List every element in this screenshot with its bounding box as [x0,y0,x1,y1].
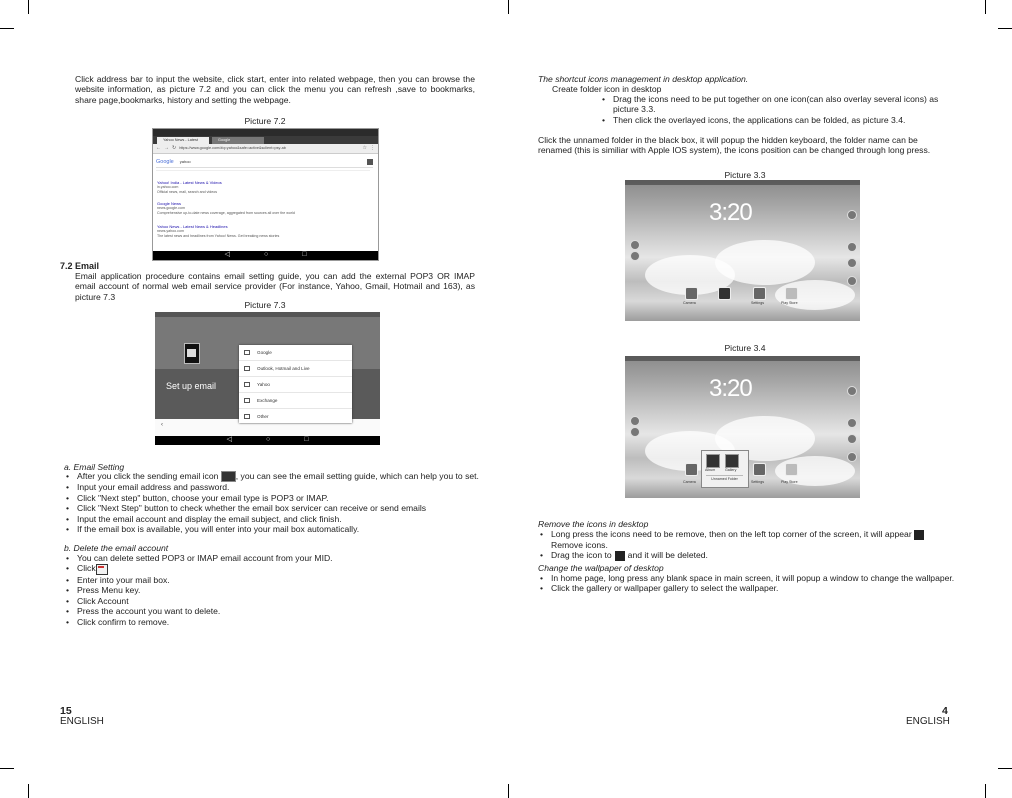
remove-x-icon [914,530,924,540]
email-setting-title: a. Email Setting [64,462,125,472]
crop-mark [985,784,986,798]
crop-mark [0,768,14,769]
back-icon[interactable]: ← [156,145,161,152]
crop-mark [998,28,1012,29]
provider-option[interactable]: Yahoo [239,377,352,393]
camera-icon[interactable] [685,287,698,300]
result-line: in.yahoo.com [157,185,179,190]
play-store-icon[interactable] [785,287,798,300]
system-nav-bar [155,436,380,445]
dock-label: Camera [683,480,696,484]
provider-menu [239,345,352,423]
result-2[interactable] [157,201,357,216]
home-nav-icon[interactable]: ○ [263,251,269,259]
right-page-number: 4 [942,705,948,717]
crop-mark [28,0,29,14]
remove-x-icon [615,551,625,561]
result-1[interactable] [157,180,357,195]
remove-icons-title: Remove the icons in desktop [538,519,649,529]
gallery-icon[interactable] [725,454,739,468]
list-item: • You can delete setted POP3 or IMAP email account from your MID. [64,553,484,563]
browser-screenshot [152,128,379,261]
result-3[interactable] [157,224,357,239]
list-item: • Input your email address and password. [64,482,484,492]
dock-label: Play Store [781,480,798,484]
system-nav-bar [153,251,378,260]
picture-3-3-caption: Picture 3.3 [724,170,766,180]
result-title[interactable]: Yahoo! India - Latest News & Videos [157,180,222,185]
list-item: • Drag the icons need to be put together on one icon(can also overlay several icons) as picture 3.3. [600,94,950,115]
create-folder-text: Create folder icon in desktop [552,84,662,94]
browser-tab-2[interactable]: Google [212,137,264,144]
picture-3-4-caption: Picture 3.4 [724,343,766,353]
result-line: Comprehensive up-to-date news coverage, aggregated from sources all over the world [157,211,295,216]
side-icon[interactable] [847,242,857,252]
email-setting-list [64,471,484,535]
wallpaper-list [538,573,958,594]
clock-time: 3:20 [709,375,752,402]
url-field[interactable]: https://www.google.com/#q=yahoo&safe=active&sclient=psy-ab [179,146,286,151]
browser-tab-1[interactable]: Yahoo News - Latest [157,137,209,144]
folder-app-label: Album [705,468,716,472]
setup-title: Set up email [166,381,217,391]
divider [156,170,370,171]
play-store-icon[interactable] [785,463,798,476]
crop-mark [508,0,509,14]
crop-mark [28,784,29,798]
result-line: news.yahoo.com [157,229,184,234]
folder-popup [701,450,749,488]
side-icon[interactable] [847,386,857,396]
recents-nav-icon[interactable]: □ [302,251,307,259]
list-item: • Input the email account and display the email subject, and click finish. [64,514,484,524]
list-item: • Click the gallery or wallpaper gallery to select the wallpaper. [538,583,958,593]
provider-option[interactable]: Other [239,409,352,424]
menu-icon[interactable]: ⋮ [370,145,375,152]
clock-time: 3:20 [709,199,752,226]
search-box[interactable] [156,157,373,168]
reload-icon[interactable]: ↻ [172,145,177,152]
result-line: news.google.com [157,206,185,211]
status-bar [153,129,378,136]
folder-note [538,135,953,156]
home-screen-3-3 [625,180,860,321]
list-item: • Click "Next step" button, choose your email type is POP3 or IMAP. [64,493,484,503]
email-intro [75,271,475,302]
result-title[interactable]: Yahoo News - Latest News & Headlines [157,224,228,229]
side-icon[interactable] [630,416,640,426]
left-page-intro [75,74,475,105]
recents-nav-icon[interactable]: □ [304,436,309,444]
crop-mark [998,768,1012,769]
delete-account-list [64,553,484,627]
folder-app-label: Gallery [725,468,737,472]
email-intro-text: Email application procedure contains email setting guide, you can add the external POP3 OR IMAP email account of normal web email service provider (For instance, Yahoo, Gmail, Hotmail and 163), as picture 7.3 [75,271,475,302]
right-page-language: ENGLISH [906,716,950,727]
settings-icon[interactable] [753,463,766,476]
back-nav-icon[interactable]: ◁ [226,436,232,444]
status-bar [625,180,860,185]
list-item: • Drag the icon to and it will be deleted. [538,550,958,561]
back-arrow-icon[interactable]: ‹ [161,422,163,428]
side-icon[interactable] [630,240,640,250]
envelope-icon [184,343,200,364]
forward-icon[interactable]: → [164,145,169,152]
album-icon[interactable] [706,454,720,468]
remove-icons-list [538,529,958,561]
list-item: • Click "Next Step" button to check whether the email box servicer can receive or send emails [64,503,484,513]
side-icon[interactable] [630,251,640,261]
folder-name[interactable]: Unnamed Folder [706,475,743,481]
provider-option[interactable]: Outlook, Hotmail and Live [239,361,352,377]
tab-strip [153,136,378,144]
result-line: Official news, mail, search and videos [157,190,218,195]
home-nav-icon[interactable]: ○ [265,436,271,444]
left-page-language: ENGLISH [60,716,104,727]
side-icon[interactable] [630,427,640,437]
intro-paragraph: Click address bar to input the website, click start, enter into related webpage, then you can browse the website information, as picture 7.2 and you can click the menu you can refresh ,save to bookmarks, share page,bookmarks, history and setting the webpage. [75,74,475,105]
dock-label: Play Store [781,301,798,305]
camera-icon[interactable] [685,463,698,476]
home-screen-3-4 [625,356,860,498]
crop-mark [0,28,14,29]
email-setup-screenshot [155,312,380,445]
dock-label: Settings [751,480,764,484]
list-item: • If the email box is available, you will enter into your mail box automatically. [64,524,484,534]
picture-7-3-caption: Picture 7.3 [244,300,286,310]
cloud [715,240,815,285]
shortcut-title: The shortcut icons management in desktop application. [538,74,749,84]
crop-mark [508,784,509,798]
dock-label: Camera [683,301,696,305]
email-heading: 7.2 Email [60,261,100,271]
list-item: • Press the account you want to delete. [64,606,484,616]
google-logo: Google [156,158,174,165]
picture-7-2-caption: Picture 7.2 [244,116,286,126]
result-title[interactable]: Google News [157,201,182,206]
list-item: • In home page, long press any blank space in main screen, it will popup a window to change the wallpaper. [538,573,958,583]
side-icon[interactable] [847,258,857,268]
bookmark-star-icon[interactable]: ☆ [362,145,367,152]
settings-icon[interactable] [753,287,766,300]
list-item: • Enter into your mail box. [64,575,484,585]
list-item: • After you click the sending email icon , you can see the email setting guide, which can help you to set. [64,471,484,482]
side-icon[interactable] [847,434,857,444]
delete-account-title: b. Delete the email account [64,543,169,553]
status-bar [625,356,860,361]
list-item: • Click Account [64,596,484,606]
provider-option[interactable]: Google [239,345,352,361]
address-bar [153,144,378,154]
folder-steps [600,94,950,125]
wallpaper-title: Change the wallpaper of desktop [538,563,664,573]
phone-icon[interactable] [847,276,857,286]
phone-icon[interactable] [847,452,857,462]
gallery-icon[interactable] [718,287,731,300]
list-item: • Press Menu key. [64,585,484,595]
list-item: • Click confirm to remove. [64,617,484,627]
list-item: • Long press the icons need to be remove, then on the left top corner of the screen, it will appear Remove icons. [538,529,958,550]
dock-label: Settings [751,301,764,305]
back-nav-icon[interactable]: ◁ [224,251,230,259]
folder-note-text: Click the unnamed folder in the black box, it will popup the hidden keyboard, the folder name can be renamed (this is similiar with Apple IOS system), the icons position can be changed through long press. [538,135,931,156]
side-icon[interactable] [847,210,857,220]
list-item: • Click [64,563,484,574]
side-icon[interactable] [847,418,857,428]
crop-mark [985,0,986,14]
search-query[interactable]: yahoo [179,158,191,164]
result-line: The latest news and headlines from Yahoo! News. Get breaking news stories [157,234,280,239]
provider-option[interactable]: Exchange [239,393,352,409]
search-icon[interactable] [367,159,373,165]
mail-app-icon [96,564,108,575]
email-icon [221,471,236,482]
list-item: • Then click the overlayed icons, the applications can be folded, as picture 3.4. [600,115,950,125]
left-page-number: 15 [60,705,72,717]
